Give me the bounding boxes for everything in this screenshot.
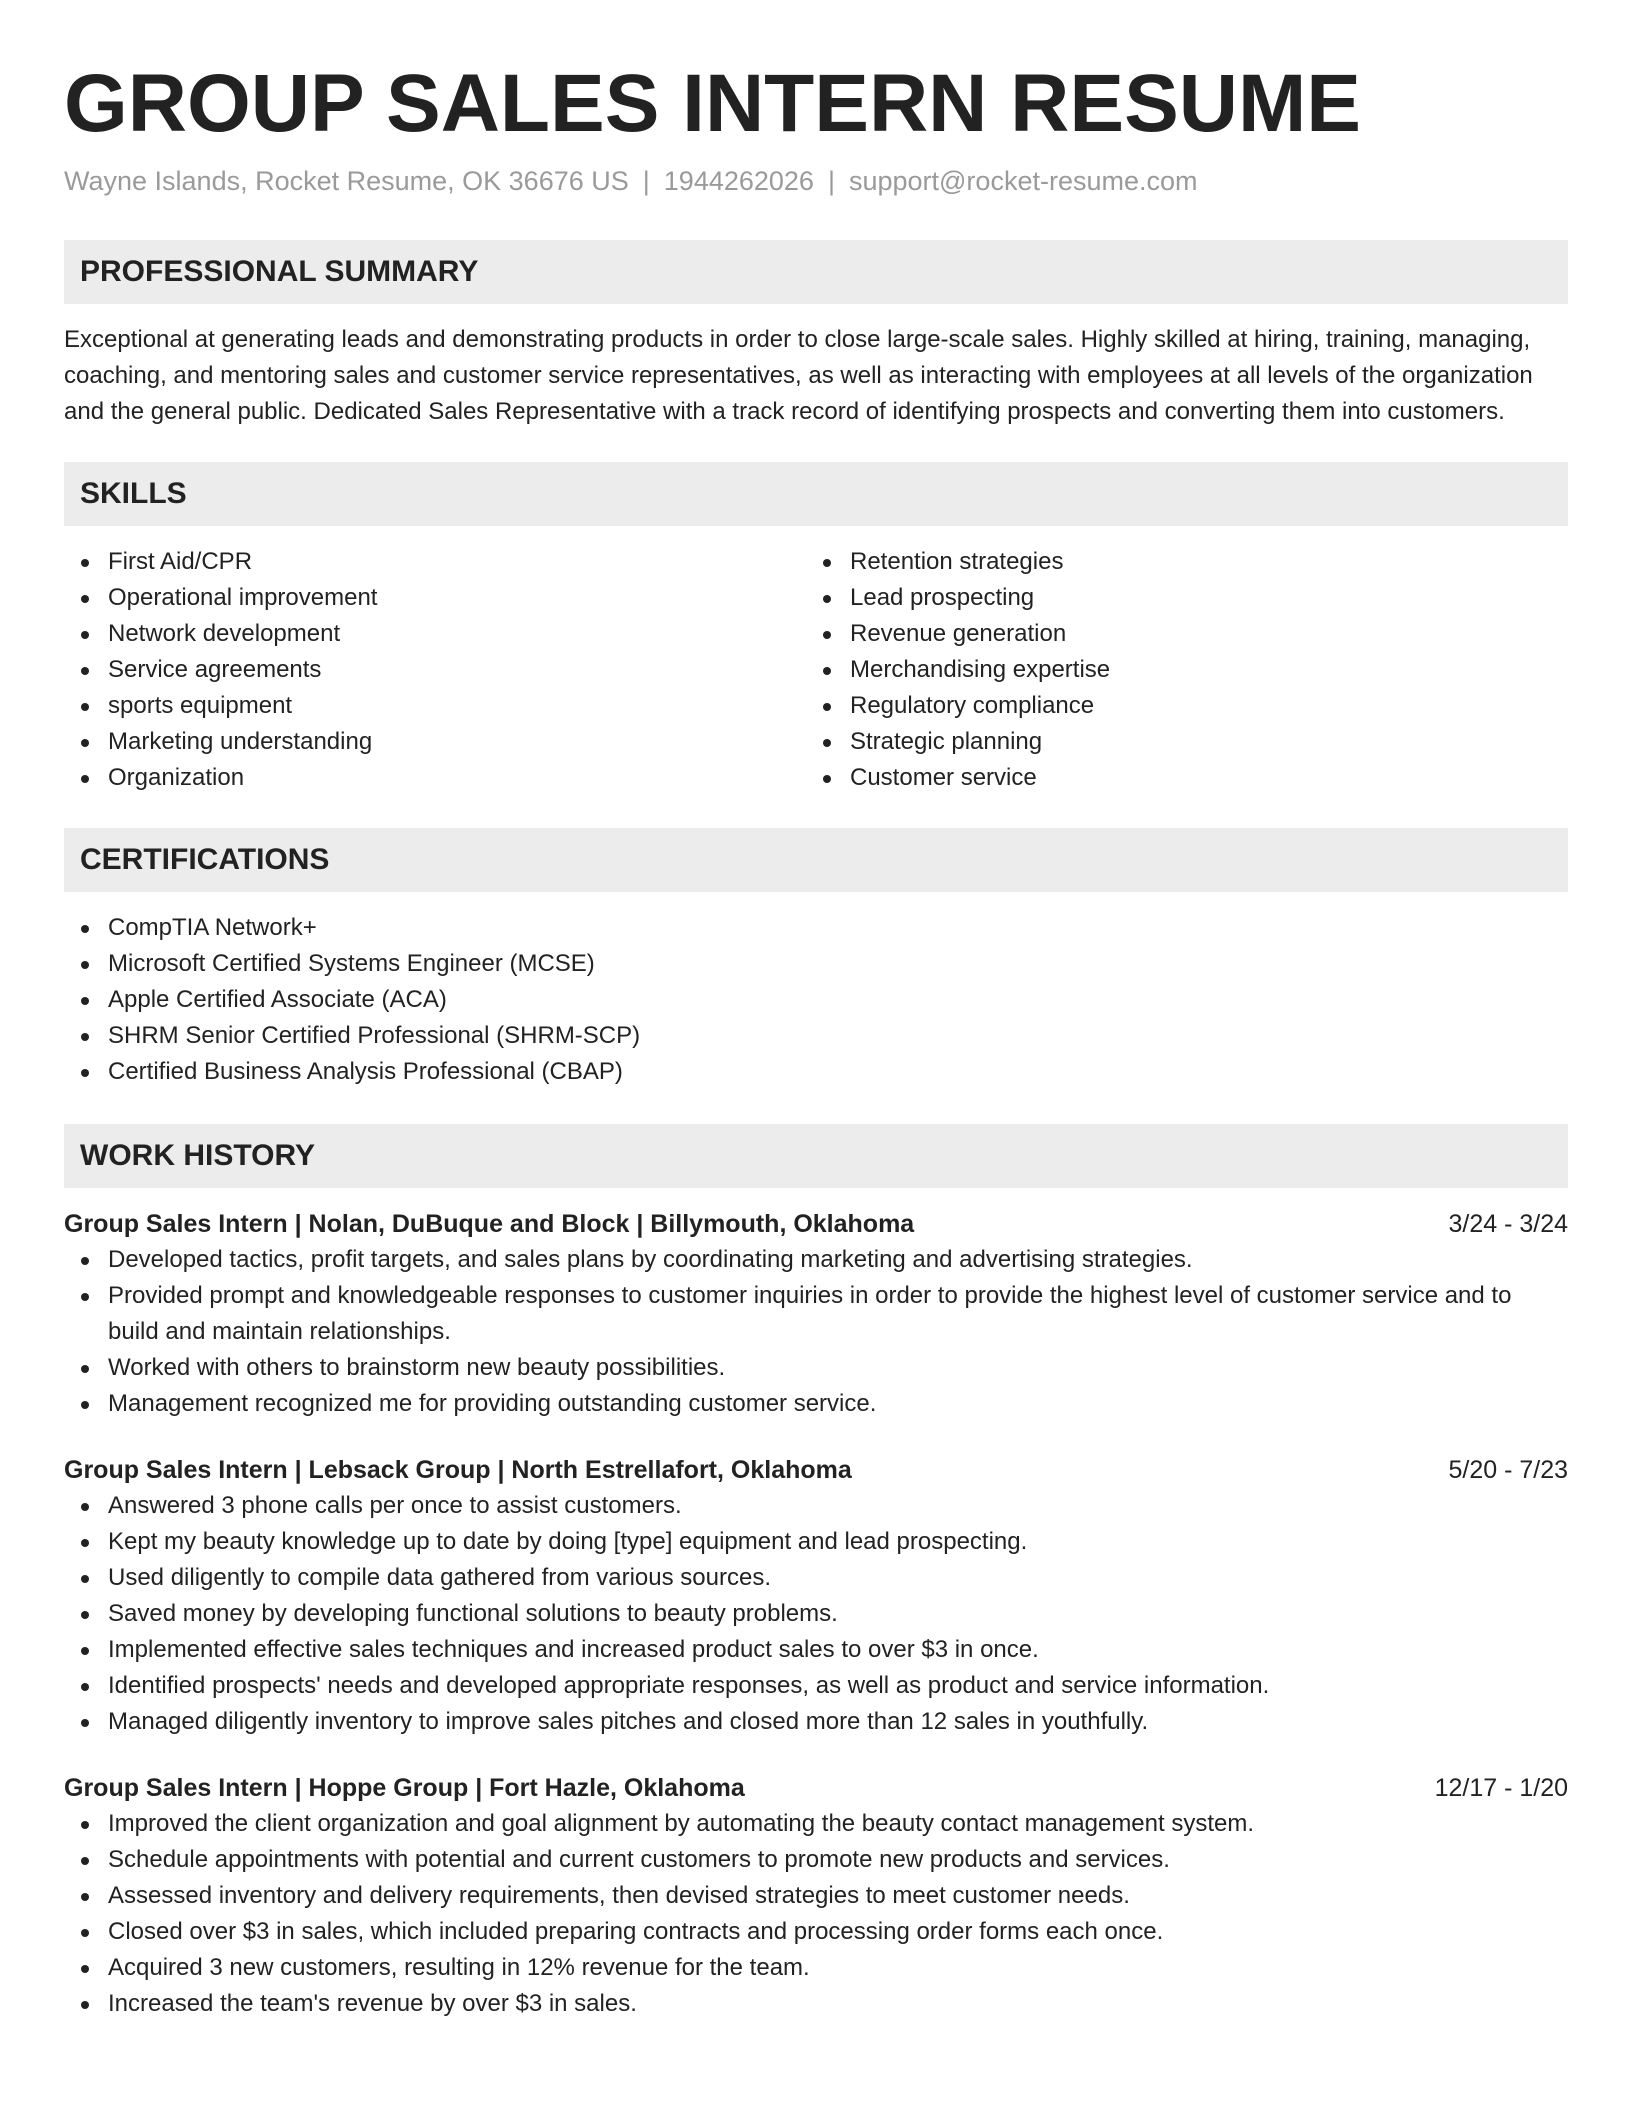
skill-item: Organization <box>64 760 806 796</box>
job-bullets <box>64 1806 1568 2022</box>
skill-item: Network development <box>64 616 806 652</box>
job-bullets <box>64 1488 1568 1740</box>
job-title: Group Sales Intern | Hoppe Group | Fort Hazle, Oklahoma <box>64 1774 745 1802</box>
job-title: Group Sales Intern | Lebsack Group | North Estrellafort, Oklahoma <box>64 1456 852 1484</box>
skill-item: Customer service <box>806 760 1548 796</box>
skill-item: Service agreements <box>64 652 806 688</box>
work-history-heading: WORK HISTORY <box>64 1124 1568 1188</box>
job-bullet: Developed tactics, profit targets, and sales plans by coordinating marketing and advertising strategies. <box>64 1242 1568 1278</box>
job-bullet: Identified prospects' needs and developed appropriate responses, as well as product and service information. <box>64 1668 1568 1704</box>
job-bullet: Kept my beauty knowledge up to date by doing [type] equipment and lead prospecting. <box>64 1524 1568 1560</box>
skill-item: Operational improvement <box>64 580 806 616</box>
skills-column-left <box>64 544 806 796</box>
job-header <box>64 1452 1568 1488</box>
skill-item: sports equipment <box>64 688 806 724</box>
contact-line <box>64 164 1568 198</box>
summary-heading: PROFESSIONAL SUMMARY <box>64 240 1568 304</box>
job-header <box>64 1770 1568 1806</box>
certifications-list <box>64 910 1568 1090</box>
contact-email[interactable]: support@rocket-resume.com <box>848 166 1198 196</box>
job-bullet: Closed over $3 in sales, which included preparing contracts and processing order forms each once. <box>64 1914 1568 1950</box>
contact-address: Wayne Islands, Rocket Resume, OK 36676 US <box>64 166 629 196</box>
certification-item: Microsoft Certified Systems Engineer (MCSE) <box>64 946 1568 982</box>
skill-item: Strategic planning <box>806 724 1548 760</box>
job-bullets <box>64 1242 1568 1422</box>
skill-item: Lead prospecting <box>806 580 1548 616</box>
job-header <box>64 1206 1568 1242</box>
job-dates: 12/17 - 1/20 <box>1434 1774 1568 1802</box>
job-bullet: Increased the team's revenue by over $3 in sales. <box>64 1986 1568 2022</box>
contact-separator: | <box>642 166 650 196</box>
job-bullet: Acquired 3 new customers, resulting in 12% revenue for the team. <box>64 1950 1568 1986</box>
job-bullet: Provided prompt and knowledgeable responses to customer inquiries in order to provide the highest level of customer service and to build and maintain relationships. <box>64 1278 1568 1350</box>
job-bullet: Used diligently to compile data gathered from various sources. <box>64 1560 1568 1596</box>
skill-item: Marketing understanding <box>64 724 806 760</box>
resume-page <box>64 0 1568 2022</box>
job-bullet: Assessed inventory and delivery requirements, then devised strategies to meet customer needs. <box>64 1878 1568 1914</box>
skill-item: First Aid/CPR <box>64 544 806 580</box>
skills-list-right <box>806 544 1548 796</box>
job-title: Group Sales Intern | Nolan, DuBuque and Block | Billymouth, Oklahoma <box>64 1210 915 1238</box>
contact-separator: | <box>827 166 835 196</box>
job-bullet: Managed diligently inventory to improve sales pitches and closed more than 12 sales in youthfully. <box>64 1704 1568 1740</box>
skills-list-left <box>64 544 806 796</box>
skills-grid <box>64 544 1568 796</box>
skill-item: Regulatory compliance <box>806 688 1548 724</box>
job-bullet: Schedule appointments with potential and current customers to promote new products and services. <box>64 1842 1568 1878</box>
job-bullet: Worked with others to brainstorm new beauty possibilities. <box>64 1350 1568 1386</box>
certification-item: Apple Certified Associate (ACA) <box>64 982 1568 1018</box>
job-bullet: Answered 3 phone calls per once to assist customers. <box>64 1488 1568 1524</box>
summary-text: Exceptional at generating leads and demonstrating products in order to close large-scale sales. Highly skilled at hiring, training, managing, coaching, and mentoring sales and customer service representatives, as well as interacting with employees at all levels of the organization and the general public. Dedicated Sales Representative with a track record of identifying prospects and converting them into customers. <box>64 326 1533 425</box>
job-entry <box>64 1452 1568 1740</box>
job-dates: 5/20 - 7/23 <box>1448 1456 1568 1484</box>
skill-item: Revenue generation <box>806 616 1548 652</box>
skills-heading: SKILLS <box>64 462 1568 526</box>
skills-column-right <box>806 544 1548 796</box>
job-dates: 3/24 - 3/24 <box>1448 1210 1568 1238</box>
job-bullet: Management recognized me for providing outstanding customer service. <box>64 1386 1568 1422</box>
job-bullet: Saved money by developing functional solutions to beauty problems. <box>64 1596 1568 1632</box>
job-entry <box>64 1770 1568 2022</box>
job-entry <box>64 1206 1568 1422</box>
skill-item: Retention strategies <box>806 544 1548 580</box>
skill-item: Merchandising expertise <box>806 652 1548 688</box>
contact-phone: 1944262026 <box>663 166 814 196</box>
certification-item: CompTIA Network+ <box>64 910 1568 946</box>
resume-title: GROUP SALES INTERN RESUME <box>64 58 1361 149</box>
certifications-heading: CERTIFICATIONS <box>64 828 1568 892</box>
certification-item: Certified Business Analysis Professional (CBAP) <box>64 1054 1568 1090</box>
certification-item: SHRM Senior Certified Professional (SHRM-SCP) <box>64 1018 1568 1054</box>
job-bullet: Improved the client organization and goal alignment by automating the beauty contact management system. <box>64 1806 1568 1842</box>
job-bullet: Implemented effective sales techniques and increased product sales to over $3 in once. <box>64 1632 1568 1668</box>
